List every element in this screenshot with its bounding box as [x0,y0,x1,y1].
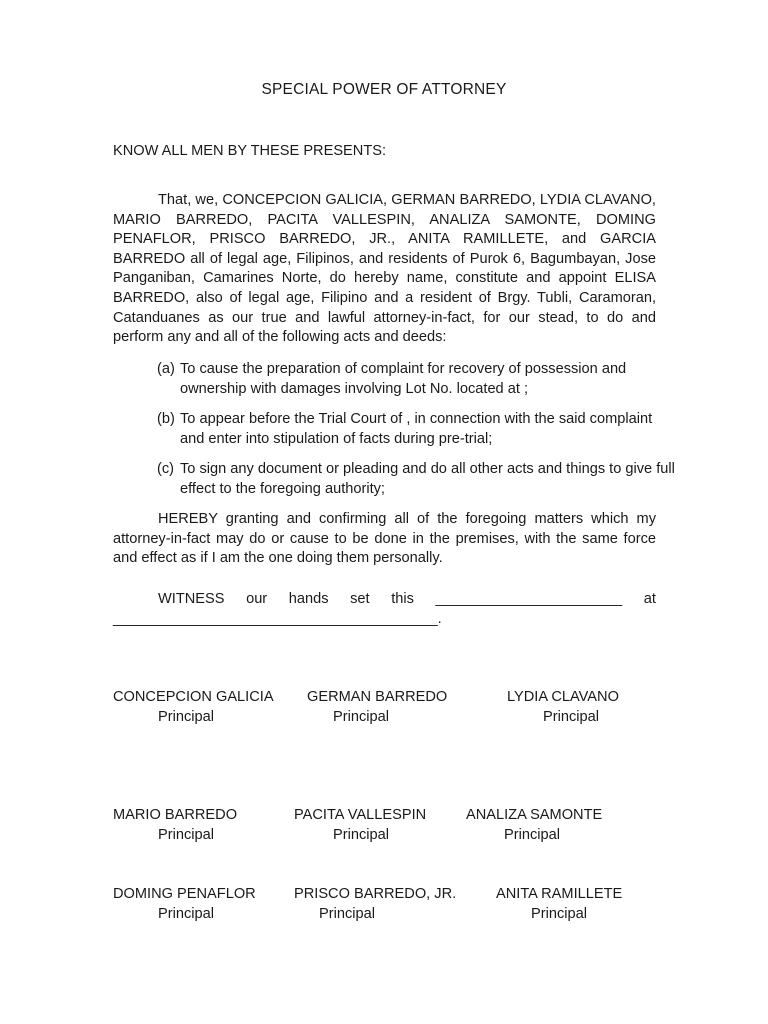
greeting: KNOW ALL MEN BY THESE PRESENTS: [113,143,387,159]
list-item-label: (a) [157,361,175,377]
document-title: SPECIAL POWER OF ATTORNEY [261,81,507,98]
list-item-label: (c) [157,461,175,477]
signatory-role: Principal [531,906,587,922]
signatory [294,884,456,924]
signatory-role: Principal [158,906,214,922]
signatory-role: Principal [333,827,389,843]
intro-paragraph: That, we, CONCEPCION GALICIA, GERMAN BARREDO, LYDIA CLAVANO, MARIO BARREDO, PACITA VALLESPIN, ANALIZA SAMONTE, DOMING PENAFLOR, PRISCO BARREDO, JR., ANITA RAMILLETE, and GARCIA BARREDO all of legal age, Filipinos, and residents of Purok 6, Bagumbayan, Jose Panganiban, Camarines Norte, do hereby name, constitute and appoint ELISA BARREDO, also of legal age, Filipino and a resident of Brgy. Tubli, Caramoran, Catanduanes as our true and lawful attorney-in-fact, for our stead, to do and perform any and all of the following acts and deeds: [113,192,656,346]
witness-clause [113,589,656,629]
signatory [507,687,619,727]
list-item-label: (b) [157,411,175,427]
signatory-name: GERMAN BARREDO [307,689,448,705]
list-item-text: To sign any document or pleading and do all other acts and things to give full effect to the foregoing authority; [180,461,675,497]
list-item-text: To cause the preparation of complaint for recovery of possession and ownership with damages involving Lot No. located at ; [180,361,627,397]
signatory-name: DOMING PENAFLOR [113,886,256,902]
list-item-text: To appear before the Trial Court of , in connection with the said complaint and enter into stipulation of facts during pre-trial; [180,411,653,447]
signatory [466,805,602,845]
hereby-paragraph: HEREBY granting and confirming all of the foregoing matters which my attorney-in-fact may do or cause to be done in the premises, with the same force and effect as if I am the one doing them personally. [113,511,656,567]
signatory [113,805,237,845]
signatory-role: Principal [319,906,375,922]
witness-word: this [391,591,414,607]
signatory-name: ANALIZA SAMONTE [466,807,603,823]
witness-word: at [643,591,656,607]
list-item [157,459,680,499]
list-item [157,409,680,449]
witness-word: our [246,591,268,607]
signatory [294,805,426,845]
signatory-name: PACITA VALLESPIN [294,807,427,823]
witness-line-1 [113,589,656,609]
witness-word: hands [288,591,329,607]
signatory-role: Principal [504,827,560,843]
witness-word: WITNESS [158,591,225,607]
witness-word: set [350,591,370,607]
signatory [113,884,256,924]
signatory [113,687,274,727]
signatory-role: Principal [158,827,214,843]
signatory-role: Principal [333,709,389,725]
signatory-name: CONCEPCION GALICIA [113,689,274,705]
signatory-name: LYDIA CLAVANO [507,689,619,705]
signatory-role: Principal [158,709,214,725]
date-blank: _______________________ [435,591,623,607]
signatory-name: ANITA RAMILLETE [496,886,623,902]
signatory [307,687,447,727]
signatory-name: MARIO BARREDO [113,807,238,823]
signatory-role: Principal [543,709,599,725]
list-item [157,359,680,399]
signatory [496,884,622,924]
signatory-name: PRISCO BARREDO, JR. [294,886,457,902]
place-blank: ________________________________________. [113,611,442,627]
